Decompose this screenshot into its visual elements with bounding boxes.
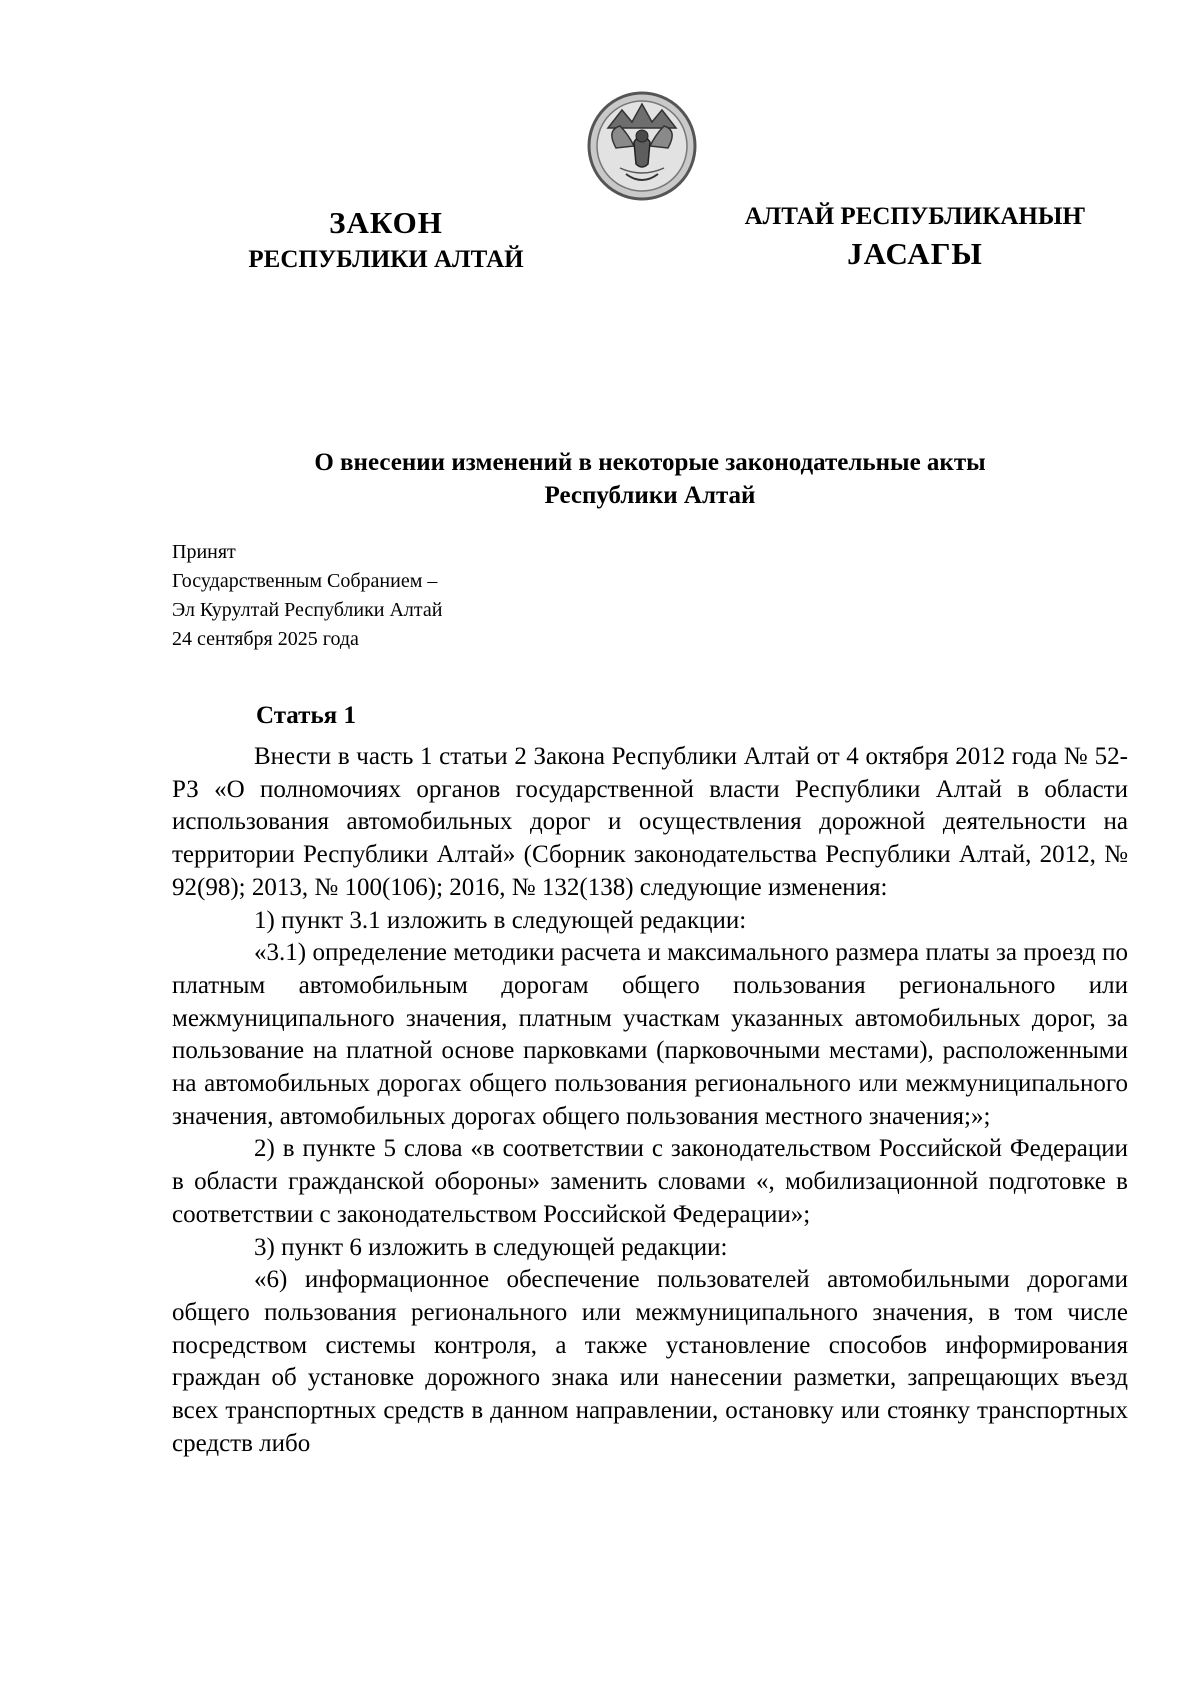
header-law-word: ЗАКОН bbox=[329, 205, 443, 240]
adoption-line-1: Принят bbox=[172, 541, 236, 563]
article-paragraph-item-1-text: «3.1) определение методики расчета и максимального размера платы за проезд по платным автомобильным дорогам общего пользования регионального или межмуниципального значения, платным участкам указанных автомобильных дорог, за пользование на платной основе парковками (парковочными местами), расположенными на автомобильных дорогах общего пользования регионального или межмуниципального значения, автомобильных дорогах общего пользования местного значения;»; bbox=[172, 939, 1128, 1130]
header-republic-name-altai: АЛТАЙ РЕСПУБЛИКАНЫҤ bbox=[744, 203, 1086, 230]
adoption-line-3: Эл Курултай Республики Алтай bbox=[172, 599, 443, 621]
adoption-block bbox=[172, 538, 442, 654]
header-left bbox=[206, 202, 566, 276]
adoption-line-2: Государственным Собранием – bbox=[172, 570, 438, 592]
article-paragraph-item-1: 1) пункт 3.1 изложить в следующей редакции: bbox=[254, 906, 747, 934]
header-republic-name: РЕСПУБЛИКИ АЛТАЙ bbox=[248, 246, 524, 273]
article-body bbox=[172, 741, 1128, 1460]
article-paragraph-intro: Внести в часть 1 статьи 2 Закона Республики Алтай от 4 октября 2012 года № 52-РЗ «О полномочиях органов государственной власти Республики Алтай в области использования автомобильных дорог и осуществления дорожной деятельности на территории Республики Алтай» (Сборник законодательства Республики Алтай, 2012, № 92(98); 2013, № 100(106); 2016, № 132(138) следующие изменения: bbox=[172, 743, 1128, 901]
adoption-date: 24 сентября 2025 года bbox=[172, 628, 359, 650]
republic-emblem-icon bbox=[586, 90, 698, 202]
article-paragraph-item-3-text: «6) информационное обеспечение пользователей автомобильными дорогами общего пользования регионального или межмуниципального значения, в том числе посредством системы контроля, а также установление способов информирования граждан об установке дорожного знака или нанесении разметки, запрещающих въезд всех транспортных средств в данном направлении, остановку или стоянку транспортных средств либо bbox=[172, 1266, 1128, 1457]
article-paragraph-item-3: 3) пункт 6 изложить в следующей редакции: bbox=[254, 1233, 728, 1261]
document-title bbox=[170, 446, 1130, 512]
article-paragraph-item-2: 2) в пункте 5 слова «в соответствии с законодательством Российской Федерации в области гражданской обороны» заменить словами «, мобилизационной подготовке в соответствии с законодательством Российской Федерации»; bbox=[172, 1135, 1128, 1228]
header-law-word-altai: ЈАСАГЫ bbox=[847, 236, 983, 271]
header-right bbox=[715, 200, 1115, 274]
article-title: Статья 1 bbox=[256, 702, 356, 729]
document-title-line-2: Республики Алтай bbox=[544, 482, 756, 509]
document-title-line-1: О внесении изменений в некоторые законодательные акты bbox=[314, 449, 986, 476]
